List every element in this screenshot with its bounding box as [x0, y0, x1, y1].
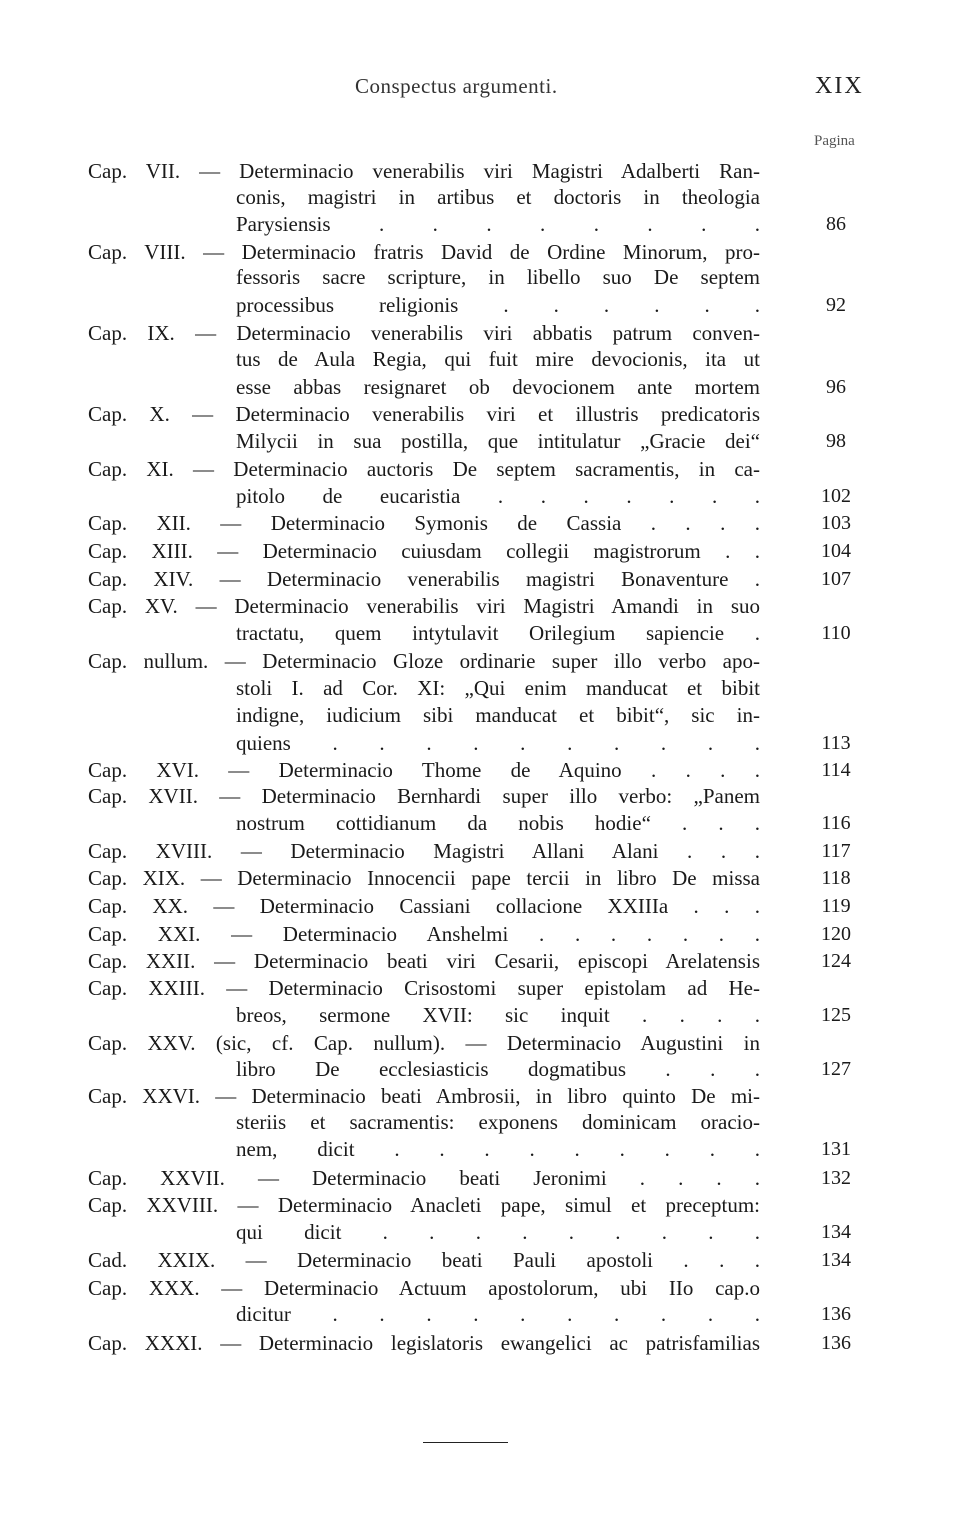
- toc-page-number: 114: [821, 759, 851, 781]
- toc-page-number: 131: [821, 1138, 851, 1160]
- pagina-column-label: Pagina: [814, 133, 855, 149]
- toc-line: Cap. XX. — Determinacio Cassiani collacione XXIIIa . . .: [88, 894, 760, 918]
- closing-rule: [423, 1442, 508, 1443]
- toc-page-number: 120: [821, 923, 851, 945]
- toc-line: steriis et sacramentis: exponens dominicam oracio-: [236, 1110, 760, 1134]
- toc-line: Cap. XXVIII. — Determinacio Anacleti pape, simul et preceptum:: [88, 1193, 760, 1217]
- toc-page-number: 136: [821, 1303, 851, 1325]
- toc-line: nostrum cottidianum da nobis hodie“ . . .: [236, 811, 760, 835]
- toc-page-number: 134: [821, 1249, 851, 1271]
- toc-page-number: 134: [821, 1221, 851, 1243]
- toc-line: Cap. XVIII. — Determinacio Magistri Allani Alani . . .: [88, 839, 760, 863]
- toc-line: Cap. XXVI. — Determinacio beati Ambrosii, in libro quinto De mi-: [88, 1084, 760, 1108]
- toc-page-number: 96: [826, 376, 846, 398]
- toc-line: fessoris sacre scripture, in libello suo De septem: [236, 265, 760, 289]
- toc-line: stoli I. ad Cor. XI: „Qui enim manducat et bibit: [236, 676, 760, 700]
- toc-line: Cap. XII. — Determinacio Symonis de Cassia . . . .: [88, 511, 760, 535]
- toc-line: tus de Aula Regia, qui fuit mire devocionis, ita ut: [236, 347, 760, 371]
- toc-page-number: 110: [821, 622, 851, 644]
- toc-line: quiens . . . . . . . . . .: [236, 731, 760, 755]
- toc-line: Cap. XVI. — Determinacio Thome de Aquino . . . .: [88, 758, 760, 782]
- toc-page-number: 86: [826, 213, 846, 235]
- toc-line: nem, dicit . . . . . . . . .: [236, 1137, 760, 1161]
- toc-line: esse abbas resignaret ob devocionem ante mortem: [236, 375, 760, 399]
- toc-line: dicitur . . . . . . . . . .: [236, 1302, 760, 1326]
- toc-line: Cap. XIX. — Determinacio Innocencii pape tercii in libro De missa: [88, 866, 760, 890]
- toc-page-number: 113: [821, 732, 851, 754]
- toc-line: Cap. VII. — Determinacio venerabilis viri Magistri Adalberti Ran-: [88, 159, 760, 183]
- toc-page-number: 98: [826, 430, 846, 452]
- toc-page-number: 127: [821, 1058, 851, 1080]
- toc-line: Cad. XXIX. — Determinacio beati Pauli apostoli . . .: [88, 1248, 760, 1272]
- toc-line: indigne, iudicium sibi manducat et bibit“, sic in-: [236, 703, 760, 727]
- toc-line: qui dicit . . . . . . . . .: [236, 1220, 760, 1244]
- running-head: Conspectus argumenti.: [355, 74, 558, 98]
- toc-page-number: 102: [821, 485, 851, 507]
- toc-line: tractatu, quem intytulavit Orilegium sapiencie .: [236, 621, 760, 645]
- toc-page-number: 103: [821, 512, 851, 534]
- toc-line: Cap. XI. — Determinacio auctoris De septem sacramentis, in ca-: [88, 457, 760, 481]
- toc-line: processibus religionis . . . . . .: [236, 293, 760, 317]
- toc-line: Cap. nullum. — Determinacio Gloze ordinarie super illo verbo apo-: [88, 649, 760, 673]
- toc-page-number: 107: [821, 568, 851, 590]
- toc-line: Cap. X. — Determinacio venerabilis viri et illustris predicatoris: [88, 402, 760, 426]
- toc-page-number: 92: [826, 294, 846, 316]
- page-folio: XIX: [815, 73, 864, 99]
- toc-line: Cap. IX. — Determinacio venerabilis viri abbatis patrum conven-: [88, 321, 760, 345]
- toc-line: Cap. XXVII. — Determinacio beati Jeronimi . . . .: [88, 1166, 760, 1190]
- toc-line: pitolo de eucaristia . . . . . . .: [236, 484, 760, 508]
- toc-page-number: 124: [821, 950, 851, 972]
- toc-line: Cap. XXX. — Determinacio Actuum apostolorum, ubi IIo cap.o: [88, 1276, 760, 1300]
- toc-line: Cap. XXXI. — Determinacio legislatoris ewangelici ac patrisfamilias: [88, 1331, 760, 1355]
- toc-line: Cap. XXI. — Determinacio Anshelmi . . . . . . .: [88, 922, 760, 946]
- toc-page-number: 132: [821, 1167, 851, 1189]
- toc-page-number: 117: [821, 840, 851, 862]
- toc-page-number: 136: [821, 1332, 851, 1354]
- toc-page-number: 118: [821, 867, 851, 889]
- toc-page-number: 119: [821, 895, 851, 917]
- toc-line: Cap. XVII. — Determinacio Bernhardi super illo verbo: „Panem: [88, 784, 760, 808]
- toc-line: Milycii in sua postilla, que intitulatur „Gracie dei“: [236, 429, 760, 453]
- toc-page-number: 125: [821, 1004, 851, 1026]
- toc-line: Cap. XXV. (sic, cf. Cap. nullum). — Determinacio Augustini in: [88, 1031, 760, 1055]
- toc-line: Cap. XXIII. — Determinacio Crisostomi super epistolam ad He-: [88, 976, 760, 1000]
- toc-line: conis, magistri in artibus et doctoris in theologia: [236, 185, 760, 209]
- toc-line: Cap. VIII. — Determinacio fratris David de Ordine Minorum, pro-: [88, 240, 760, 264]
- toc-line: Cap. XIV. — Determinacio venerabilis magistri Bonaventure .: [88, 567, 760, 591]
- toc-line: Cap. XXII. — Determinacio beati viri Cesarii, episcopi Arelatensis: [88, 949, 760, 973]
- toc-line: libro De ecclesiasticis dogmatibus . . .: [236, 1057, 760, 1081]
- toc-line: breos, sermone XVII: sic inquit . . . .: [236, 1003, 760, 1027]
- toc-page-number: 116: [821, 812, 851, 834]
- toc-line: Parysiensis . . . . . . . .: [236, 212, 760, 236]
- toc-page-number: 104: [821, 540, 851, 562]
- toc-line: Cap. XIII. — Determinacio cuiusdam collegii magistrorum . .: [88, 539, 760, 563]
- toc-line: Cap. XV. — Determinacio venerabilis viri Magistri Amandi in suo: [88, 594, 760, 618]
